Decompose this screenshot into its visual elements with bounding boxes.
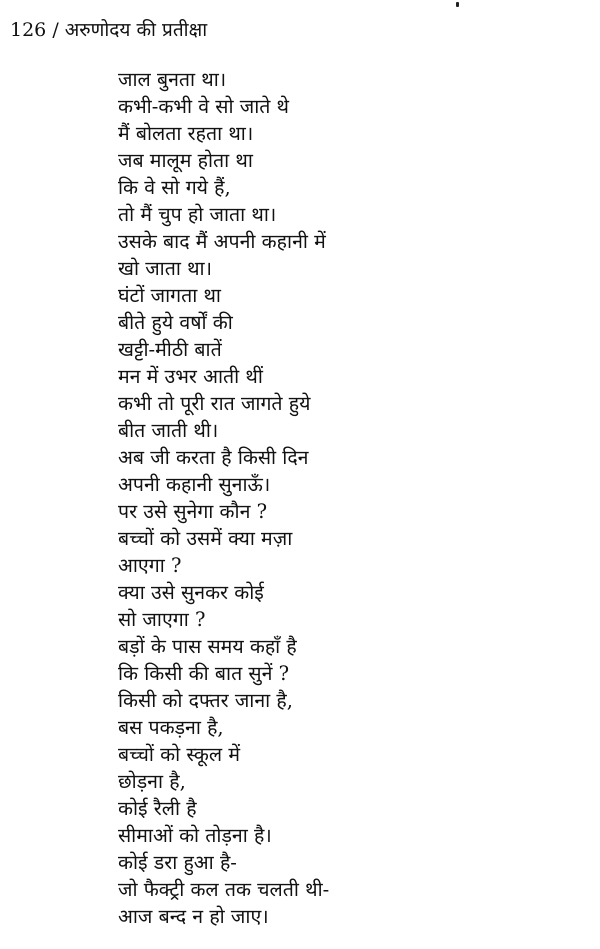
poem-line: जाल बुनता था। [118, 68, 227, 91]
poem-line: कभी-कभी वे सो जाते थे [118, 95, 290, 118]
poem-line: घंटों जागता था [118, 284, 221, 307]
poem-line: कि किसी की बात सुनें ? [118, 662, 290, 685]
poem-line: आज बन्द न हो जाए। [118, 905, 269, 928]
poem-line: क्या उसे सुनकर कोई [118, 581, 264, 604]
poem-line: सीमाओं को तोड़ना है। [118, 824, 272, 847]
poem-line: कि वे सो गये हैं, [118, 176, 231, 199]
running-header [10, 18, 207, 42]
poem-line: अब जी करता है किसी दिन [118, 446, 309, 469]
poem-line: कोई रैली है [118, 797, 197, 820]
poem-line: बीत जाती थी। [118, 419, 219, 442]
poem-line: खट्टी-मीठी बातें [118, 338, 222, 361]
poem-line: उसके बाद मैं अपनी कहानी में [118, 230, 326, 253]
poem-line: आएगा ? [118, 554, 182, 577]
poem-line: बच्चों को उसमें क्या मज़ा [118, 527, 293, 550]
poem-line: अपनी कहानी सुनाऊँ। [118, 473, 271, 496]
poem-line: किसी को दफ्तर जाना है, [118, 689, 293, 712]
ink-speck [456, 2, 459, 7]
header-separator: / [52, 19, 59, 41]
page-number: 126 [10, 19, 47, 41]
poem-line: खो जाता था। [118, 257, 212, 280]
poem-line: कभी तो पूरी रात जागते हुये [118, 392, 311, 415]
poem-line: बस पकड़ना है, [118, 716, 224, 739]
poem-line: बच्चों को स्कूल में [118, 743, 240, 766]
poem-line: छोड़ना है, [118, 770, 186, 793]
poem-line: सो जाएगा ? [118, 608, 206, 631]
poem-line: मैं बोलता रहता था। [118, 122, 254, 145]
book-title: अरुणोदय की प्रतीक्षा [64, 19, 208, 41]
poem-line: कोई डरा हुआ है- [118, 851, 237, 874]
poem-line: बीते हुये वर्षों की [118, 311, 233, 334]
poem-line: पर उसे सुनेगा कौन ? [118, 500, 268, 523]
poem-line: मन में उभर आती थीं [118, 365, 263, 388]
poem-line: जब मालूम होता था [118, 149, 253, 172]
poem-line: बड़ों के पास समय कहाँ है [118, 635, 297, 658]
poem-line: जो फैक्ट्री कल तक चलती थी- [118, 878, 330, 901]
poem-text [118, 66, 588, 930]
poem-line: तो मैं चुप हो जाता था। [118, 203, 277, 226]
